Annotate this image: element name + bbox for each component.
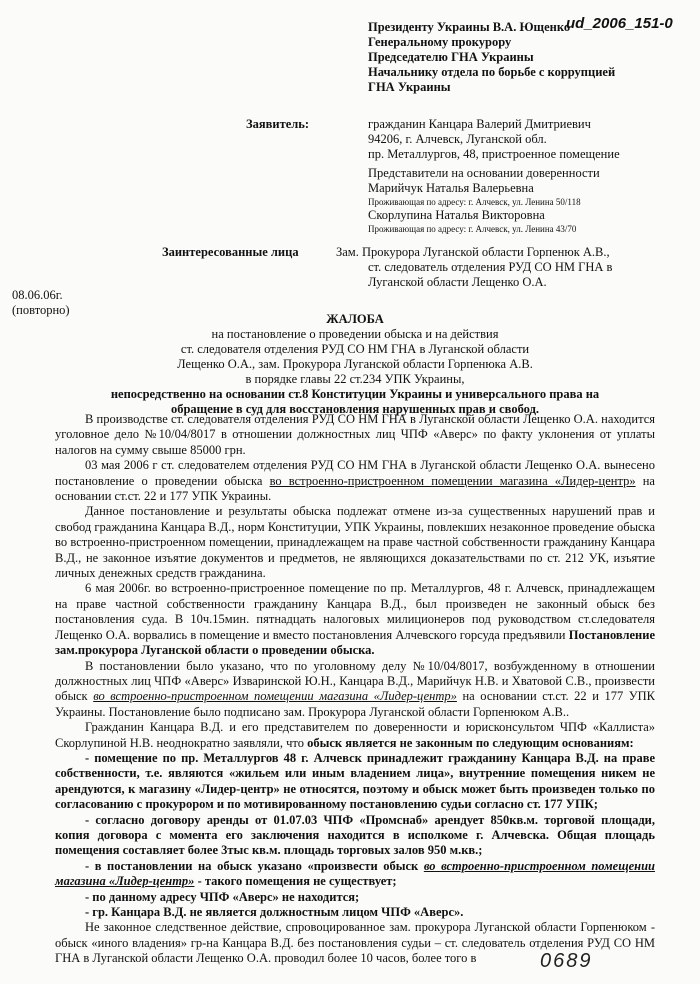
applicant-block xyxy=(368,117,620,162)
complaint-body xyxy=(55,412,655,967)
interested-line: Зам. Прокурора Луганской области Горпенюк А.В., xyxy=(336,245,610,259)
paragraph: Данное постановление и результаты обыска подлежат отмене из-за существенных нарушений прав и свобод гражданина Канцара В.Д., норм Конституции, УПК Украины, повлекших незаконное проведение обыска во встроенно-пристроенном помещении, принадлежащем на праве частной собственности гражданину Канцара В.Д., не законное изъятие документов и предметов, не являющихся доказательствами по ст. 212 УК, изъятие личных денежных средств гражданина. xyxy=(55,504,655,581)
representative-address: Проживающая по адресу: г. Алчевск, ул. Ленина 43/70 xyxy=(368,224,577,234)
applicant-line: 94206, г. Алчевск, Луганской обл. xyxy=(368,132,547,146)
interested-line: Луганской области Лещенко О.А. xyxy=(368,275,547,289)
representative-address: Проживающая по адресу: г. Алчевск, ул. Ленина 50/118 xyxy=(368,197,581,207)
list-item: - согласно договору аренды от 01.07.03 ЧПФ «Промснаб» арендует 850кв.м. торговой площади, копия договора с момента его заключения находится в исполкоме г. Алчевска. Общая площадь помещения составляет более 3тыс кв.м. площадь торговых залов 950 м.кв.; xyxy=(55,812,655,858)
list-item: - гр. Канцара В.Д. не является должностным лицом ЧПФ «Аверс». xyxy=(85,905,464,919)
complaint-date: 08.06.06г. xyxy=(12,288,63,302)
complaint-header xyxy=(60,312,650,417)
complaint-subtitle: ст. следователя отделения РУД СО НМ ГНА в Луганской области xyxy=(180,342,530,356)
representatives-block xyxy=(368,166,600,235)
interested-line: ст. следователь отделения РУД СО НМ ГНА в xyxy=(368,260,613,274)
addressee-block xyxy=(368,20,688,95)
representative-name: Скорлупина Наталья Викторовна xyxy=(368,208,545,222)
paragraph: В производстве ст. следователя отделения РУД СО НМ ГНА в Луганской области Лещенко О.А. находится уголовное дело №10/04/8017 в отношении должностных лиц ЧПФ «Аверс» по факту уклонения от уплаты налогов на сумму свыше 85000 грн. xyxy=(55,412,655,457)
repeat-note: (повторно) xyxy=(12,303,70,317)
paragraph: Не законное следственное действие, спровоцированное зам. прокурора Луганской области Горпенюком - обыск «иного владения» гр-на Канцара В.Д. без постановления судьи – ст. следователь отделения РУД СО НМ ГНА в Луганской области Лещенко О.А. проводил более 10 часов, более того в xyxy=(55,920,655,966)
list-item: - по данному адресу ЧПФ «Аверс» не находится; xyxy=(85,889,360,904)
complaint-subtitle: на постановление о проведении обыска и на действия xyxy=(211,327,499,341)
complaint-title: ЖАЛОБА xyxy=(326,312,384,326)
paragraph: Гражданин Канцара В.Д. и его представителем по доверенности и юрисконсультом ЧПФ «Каллиста» Скорлупиной Н.В. неоднократно заявляли, что обыск является не законным по следующим основаниям: xyxy=(55,720,655,750)
complaint-basis: непосредственно на основании ст.8 Конституции Украины и универсального права на xyxy=(110,387,600,401)
applicant-label: Заявитель: xyxy=(246,117,310,131)
representatives-title: Представители на основании доверенности xyxy=(368,166,600,180)
paragraph: 6 мая 2006г. во встроенно-пристроенное помещение по пр. Металлургов, 48 г. Алчевск, принадлежащем на праве частной собственности гражданину Канцара В.Д., был произведен не законный обыск без постановления суда. В 10ч.15мин. пятнадцать налоговых милиционеров под руководством ст.следователя Лещенко О.А. ворвались в помещение и вместо постановления Алчевского горсуда предъявили Постановление зам.прокурора Луганской области о проведении обыска. xyxy=(55,581,655,658)
paragraph: 03 мая 2006 г ст. следователем отделения РУД СО НМ ГНА в Луганской области Лещенко О.А. вынесено постановление о проведении обыска во встроенно-пристроенном помещении магазина «Лидер-центр» на основании ст.ст. 22 и 177 УПК Украины. xyxy=(55,458,655,504)
applicant-line: пр. Металлургов, 48, пристроенное помещение xyxy=(368,147,620,161)
page-number: 0689 xyxy=(540,950,593,972)
addressee-line: Президенту Украины В.А. Ющенко xyxy=(368,20,571,34)
complaint-subtitle: в порядке главы 22 ст.234 УПК Украины, xyxy=(245,372,465,386)
addressee-line: Генеральному прокурору xyxy=(368,35,512,49)
complaint-basis: обращение в суд для восстановления нарушенных прав и свобод. xyxy=(170,402,540,416)
addressee-line: Начальнику отдела по борьбе с коррупцией xyxy=(368,65,616,79)
list-item: - помещение по пр. Металлургов 48 г. Алчевск принадлежит гражданину Канцара В.Д. на праве собственности, т.е. являются «жильем или иным владением лица», внутренние помещения никем не арендуются, к магазину «Лидер-центр» не относятся, поэтому и обыск может быть произведен только по согласованию с прокурором и по мотивированному постановлению судьи согласно ст. 177 УПК; xyxy=(55,750,655,812)
representative-name: Марийчук Наталья Валерьевна xyxy=(368,181,534,195)
applicant-line: гражданин Канцара Валерий Дмитриевич xyxy=(368,117,591,131)
complaint-subtitle: Лещенко О.А., зам. Прокурора Луганской области Горпенюка А.В. xyxy=(177,357,533,371)
list-item: - в постановлении на обыск указано «произвести обыск во встроенно-пристроенном помещении магазина «Лидер-центр» - такого помещения не существует; xyxy=(55,858,655,889)
document-id: ud_2006_151-0 xyxy=(566,15,673,32)
addressee-line: ГНА Украины xyxy=(368,80,451,94)
paragraph: В постановлении было указано, что по уголовному делу №10/04/8017, возбужденному в отношении должностных лиц ЧПФ «Аверс» Изваринской Ю.Н., Канцара В.Д., Марийчук Н.В. и Хватовой С.В., произвести обыск во встроенно-пристроенном помещении магазина «Лидер-центр» на основании ст.ст. 22 и 177 УПК Украины. Постановление было подписано зам. Прокурора Луганской области Горпенюком А.В.. xyxy=(55,658,656,719)
interested-block xyxy=(336,245,612,290)
addressee-line: Председателю ГНА Украины xyxy=(368,50,534,64)
interested-label: Заинтересованные лица xyxy=(162,245,299,259)
